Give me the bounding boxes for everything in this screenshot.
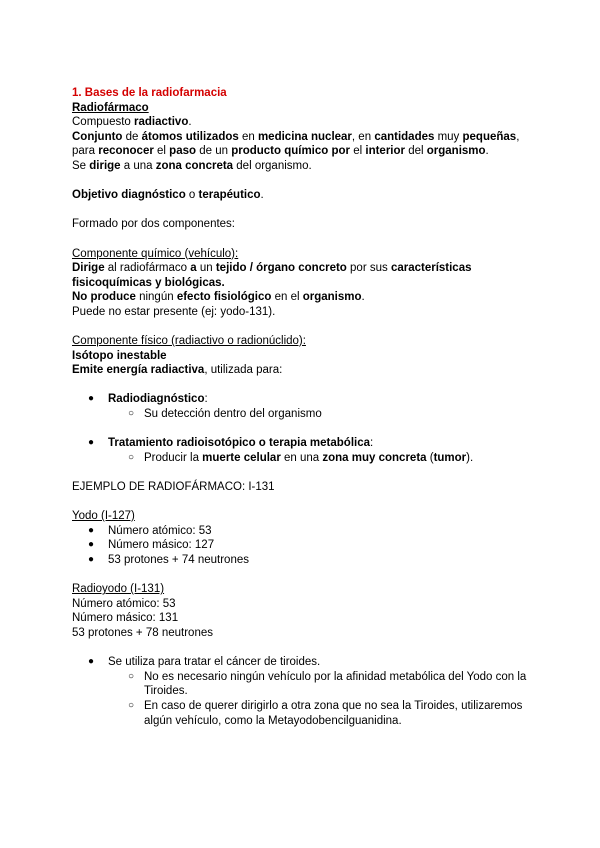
document-body [72, 86, 542, 728]
quimico-line-1: Dirige al radiofármaco a un tejido / órgano concreto por sus características [72, 262, 472, 275]
radioyodo-line: 53 protones + 78 neutrones [72, 626, 213, 639]
fisico-line-1: Isótopo inestable [72, 349, 167, 362]
radiofarmaco-line-2: Conjunto de átomos utilizados en medicina nuclear, en cantidades muy pequeñas, [72, 130, 520, 143]
circle-bullet-icon: ○ [128, 408, 135, 420]
list-item-radiodiagnostico: ● Radiodiagnóstico: [88, 393, 208, 406]
section-title: 1. Bases de la radiofarmacia [72, 87, 227, 99]
bullet-icon: ● [88, 539, 95, 551]
list-item-tratamiento: ● Tratamiento radioisotópico o terapia metabólica: [88, 437, 374, 450]
radioyodo-line: Número atómico: 53 [72, 597, 176, 610]
bullet-icon: ● [88, 554, 95, 565]
radiofarmaco-line-3: para reconocer el paso de un producto químico por el interior del organismo. [72, 145, 489, 158]
quimico-line-3: No produce ningún efecto fisiológico en el organismo. [72, 291, 365, 304]
sub-item-muerte-celular: ○ Producir la muerte celular en una zona muy concreta (tumor). [128, 451, 474, 464]
radiofarmaco-heading: Radiofármaco [72, 101, 149, 114]
bullet-icon: ● [88, 656, 95, 668]
bullet-icon: ● [88, 524, 95, 536]
quimico-line-4: Puede no estar presente (ej: yodo-131). [72, 305, 276, 318]
formado-line: Formado por dos componentes: [72, 218, 236, 231]
sub-item-deteccion: ○ Su detección dentro del organismo [128, 408, 322, 421]
radiofarmaco-line-1: Compuesto radiactivo. [72, 116, 192, 129]
ejemplo-heading: EJEMPLO DE RADIOFÁRMACO: I-131 [72, 481, 275, 494]
bullet-icon: ● [88, 393, 95, 405]
sub-item-vehiculo: ○ No es necesario ningún vehículo por la afinidad metabólica del Yodo con la Tiroides. [128, 670, 527, 698]
fisico-heading: Componente físico (radiactivo o radionúclido): [72, 335, 306, 348]
circle-bullet-icon: ○ [128, 699, 135, 711]
quimico-line-2: fisicoquímicas y biológicas. [72, 276, 225, 289]
list-item: ● Número atómico: 53 [88, 524, 212, 537]
list-item-cancer-tiroides: ● Se utiliza para tratar el cáncer de tiroides. [88, 656, 321, 669]
circle-bullet-icon: ○ [128, 451, 135, 463]
radiofarmaco-line-4: Se dirige a una zona concreta del organismo. [72, 159, 312, 172]
list-item: ● Número másico: 127 [88, 539, 215, 552]
radioyodo-heading: Radioyodo (I-131) [72, 583, 165, 596]
objetivo-line: Objetivo diagnóstico o terapéutico. [72, 189, 264, 202]
yodo-heading: Yodo (I-127) [72, 510, 135, 523]
fisico-line-2: Emite energía radiactiva, utilizada para: [72, 364, 283, 377]
radioyodo-line: Número másico: 131 [72, 612, 179, 625]
circle-bullet-icon: ○ [128, 670, 135, 682]
sub-item-otra-zona: ○ En caso de querer dirigirlo a otra zona que no sea la Tiroides, utilizaremos algún vehículo, como la Metayodobencilguanidina. [128, 699, 523, 727]
quimico-heading: Componente químico (vehículo): [72, 247, 239, 260]
bullet-icon: ● [88, 437, 95, 449]
list-item: ● 53 protones + 74 neutrones [88, 554, 249, 566]
